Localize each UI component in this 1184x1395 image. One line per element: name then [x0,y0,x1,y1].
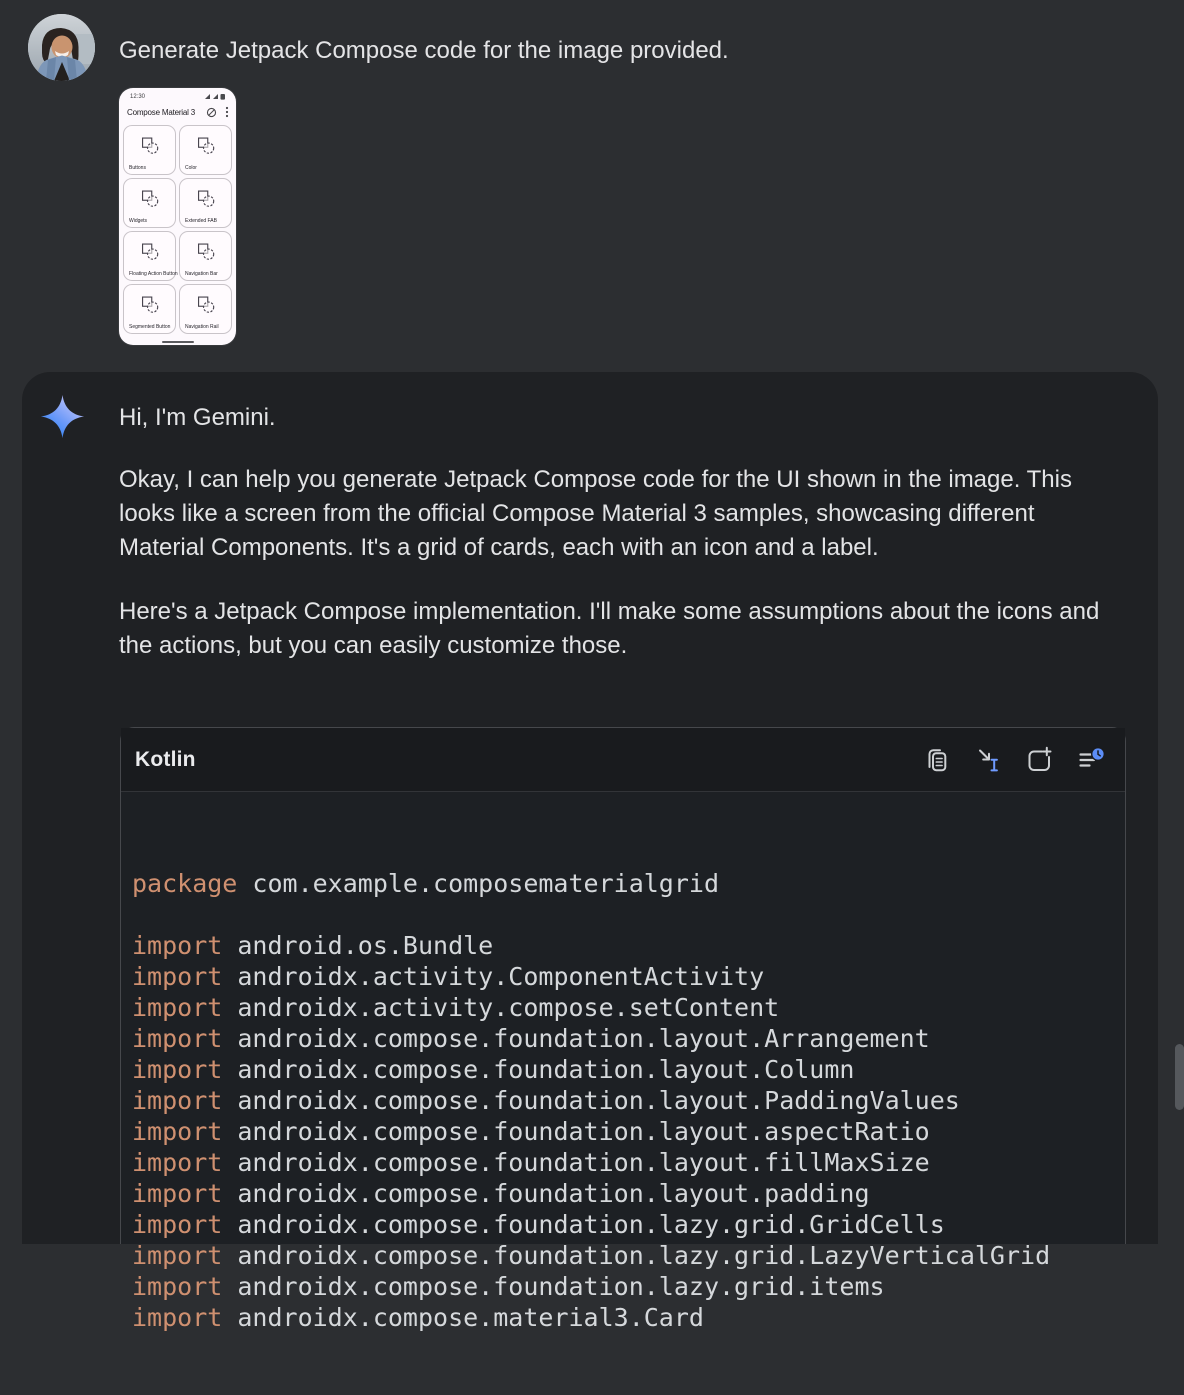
user-avatar-photo [28,14,95,81]
mini-card-label: Color [185,165,197,171]
code-line: import androidx.compose.foundation.lazy.grid.LazyVerticalGrid [132,1241,1051,1270]
user-message: Generate Jetpack Compose code for the image provided. [119,37,729,64]
gemini-star-icon [40,394,85,439]
code-line: import androidx.compose.foundation.layout.aspectRatio [132,1117,930,1146]
code-line: import androidx.activity.ComponentActivity [132,962,765,991]
mini-card [123,178,176,228]
scrollbar-thumb[interactable] [1175,1044,1184,1110]
mini-card-label: Navigation Rail [185,324,219,330]
attachment-app-bar [119,101,236,121]
assistant-response [22,372,1158,1332]
code-line: import androidx.compose.foundation.layout.Arrangement [132,1024,930,1053]
mini-card [179,231,232,281]
overflow-menu-icon [225,106,229,118]
recent-history-icon[interactable] [1075,745,1105,775]
shapes-icon [195,135,216,156]
shapes-icon [195,188,216,209]
code-line: import androidx.compose.foundation.lazy.grid.GridCells [132,1210,945,1239]
attachment-time: 12:30 [130,93,146,100]
mini-card-label: Navigation Bar [185,271,218,277]
attached-image[interactable] [119,88,236,345]
code-line: import androidx.compose.foundation.lazy.grid.items [132,1272,885,1301]
mini-card-label: Buttons [129,165,146,171]
code-line: import androidx.compose.foundation.layout.Column [132,1055,855,1084]
shapes-icon [195,294,216,315]
assistant-paragraph-2: Here's a Jetpack Compose implementation. I'll make some assumptions about the icons and the actions, but you can easily customize those. [119,598,1100,659]
attachment-app-title: Compose Material 3 [127,107,195,117]
code-line: import androidx.compose.foundation.layout.padding [132,1179,870,1208]
code-line [132,899,1113,930]
code-line: package com.example.composematerialgrid [132,869,719,898]
assistant-paragraph-1: Okay, I can help you generate Jetpack Compose code for the UI shown in the image. This looks like a screen from the official Compose Material 3 samples, showcasing different Material Components. It's a grid of cards, each with an icon and a label. [119,466,1072,561]
attachment-grid [119,121,236,334]
shapes-icon [195,241,216,262]
mini-card [179,178,232,228]
copy-icon[interactable] [922,745,952,775]
theme-toggle-icon [206,107,217,118]
code-line: import androidx.activity.compose.setContent [132,993,780,1022]
mini-card [179,284,232,334]
mini-card [123,284,176,334]
gesture-bar [162,341,194,343]
code-line: import androidx.compose.foundation.layout.PaddingValues [132,1086,960,1115]
assistant-text [119,401,1121,663]
insert-at-cursor-icon[interactable] [973,745,1003,775]
code-block-header [121,728,1125,792]
code-language-label: Kotlin [135,747,196,771]
status-icons [205,93,227,100]
code-line: import androidx.compose.foundation.layout.fillMaxSize [132,1148,930,1177]
attachment-status-bar [119,88,236,101]
code-line: import androidx.compose.material3.Card [132,1303,704,1332]
mini-card [123,125,176,175]
shapes-icon [139,241,160,262]
assistant-greeting: Hi, I'm Gemini. [119,404,276,431]
shapes-icon [139,188,160,209]
code-content [121,792,1125,1395]
mini-card-label: Extended FAB [185,218,217,224]
code-line: import android.os.Bundle [132,931,494,960]
mini-card [179,125,232,175]
mini-card-label: Widgets [129,218,148,224]
mini-card-label: Segmented Button [129,324,171,330]
mini-card [123,231,176,281]
user-avatar [28,14,95,81]
shapes-icon [139,135,160,156]
code-lines [132,868,1113,1333]
code-toolbar [922,745,1105,775]
add-to-file-icon[interactable] [1024,745,1054,775]
signal-wifi-battery-icon [205,93,227,100]
shapes-icon [139,294,160,315]
mini-card-label: Floating Action Button [129,271,178,277]
code-block [120,727,1126,1332]
